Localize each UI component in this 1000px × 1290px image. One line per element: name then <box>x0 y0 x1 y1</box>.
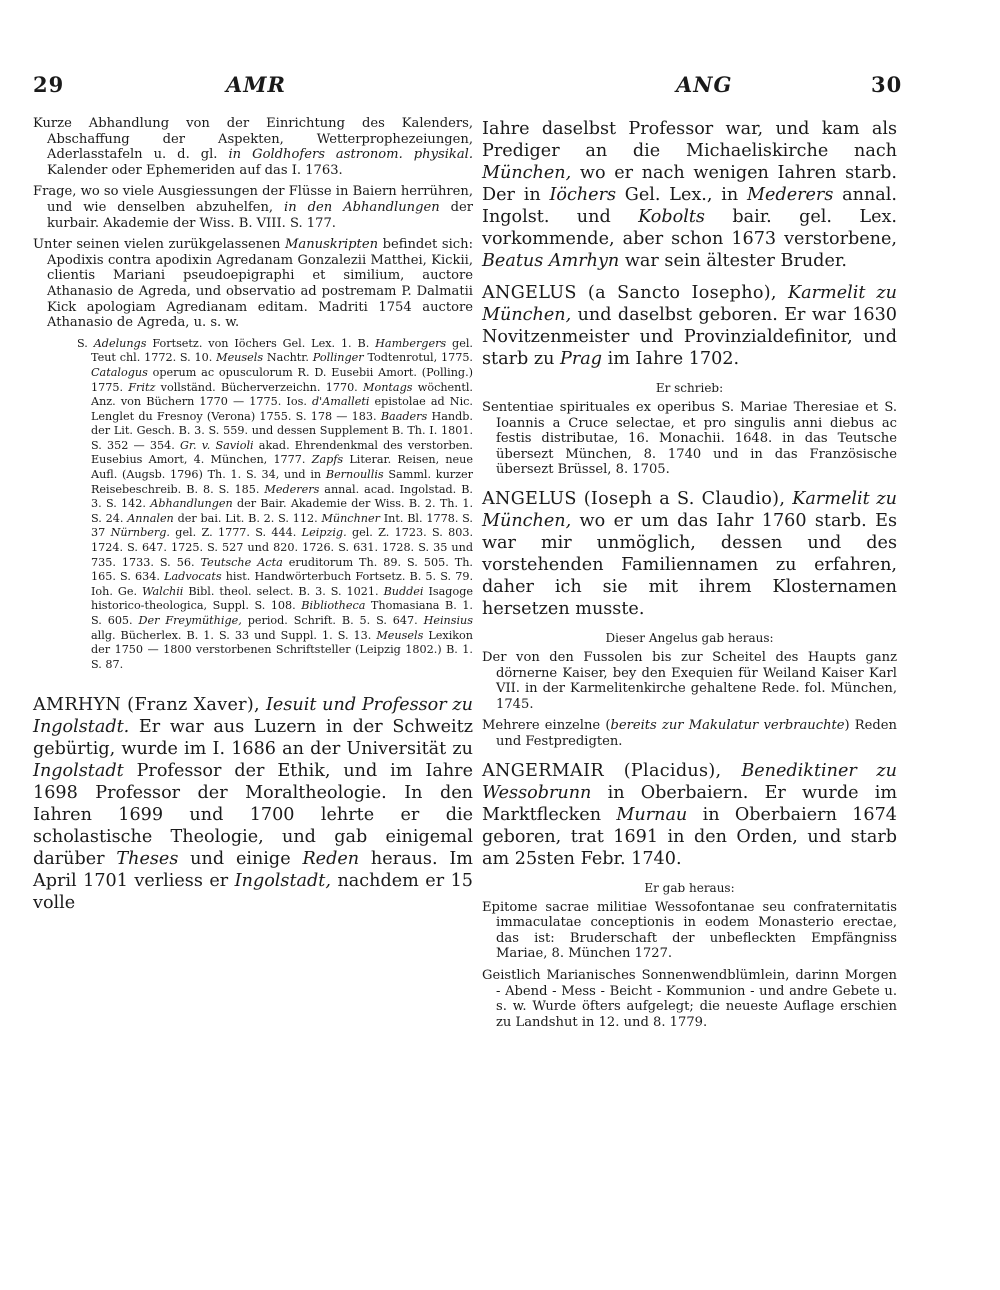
work-entry: Der von den Fussolen bis zur Scheitel des Haupts ganz dörnerne Kaiser, bey den Exequien für Weiland Kaiser Karl VII. in der Karmelitenkirche gehaltene Rede. fol. München, 1745. <box>482 649 897 712</box>
works-label: Er schrieb: <box>655 381 724 395</box>
right-page-number: 30 <box>871 72 903 97</box>
work-entry: Frage, wo so viele Ausgiessungen der Flüsse in Baiern herrühren, und wie denselben abzuhelfen, in den Abhandlungen der kurbair. Akademie der Wiss. B. VIII. S. 177. <box>33 184 473 231</box>
right-column <box>482 116 897 1036</box>
work-entry: Kurze Abhandlung von der Einrichtung des Kalenders, Abschaffung der Aspekten, Wetterprophezeiungen, Aderlasstafeln u. d. gl. in Goldhofers astronom. physikal. Kalender oder Ephemeriden auf das I. 1763. <box>33 116 473 178</box>
angermair-entry: ANGERMAIR (Placidus), Benediktiner zu Wessobrunn in Oberbaiern. Er wurde im Marktflecken Murnau in Oberbaiern 1674 geboren, trat 1691 in den Orden, und starb am 25sten Febr. 1740. <box>482 760 898 869</box>
left-column <box>33 116 473 923</box>
works-label: Er gab heraus: <box>644 880 735 895</box>
amrhyn-continuation: Iahre daselbst Professor war, und kam als Prediger an die Michaeliskirche nach München, wo er nach wenigen Iahren starb. Der in Iöchers Gel. Lex., in Mederers annal. Ingolst. und Kobolts bair. gel. Lex. vorkommende, aber schon 1673 verstorbene, Beatus Amrhyn war sein ältester Bruder. <box>482 119 898 271</box>
work-entry: Mehrere einzelne (bereits zur Makulatur verbrauchte) Reden und Festpredigten. <box>482 718 897 749</box>
work-entry: Epitome sacrae militiae Wessofontanae seu confraternitatis immaculatae conceptionis in eodem Monasterio erectae, das ist: Bruderschaft der unbefleckten Empfängniss Mariae, 8. München 1727. <box>482 899 897 962</box>
left-running-head: AMR <box>226 72 286 97</box>
work-entry: Sententiae spirituales ex operibus S. Mariae Theresiae et S. Ioannis a Cruce selectae, et pro singulis anni diebus ac festis distributae, 16. Monachii. 1648. in das Teutsche übersezt München, 8. 1740 und in das Französische übersezt Brüssel, 8. 1705. <box>482 400 897 478</box>
right-running-head: ANG <box>676 72 733 97</box>
works-label: Dieser Angelus gab heraus: <box>605 630 774 645</box>
amrhyn-entry: AMRHYN (Franz Xaver), Iesuit und Professor zu Ingolstadt. Er war aus Luzern in der Schweitz gebürtig, wurde im I. 1686 an der Universität zu Ingolstadt Professor der Ethik, und im Iahre 1698 Professor der Moraltheologie. In den Iahren 1699 und 1700 lehrte er die scholastische Theologie, und gab einigemal darüber Theses und einige Reden heraus. Im April 1701 verliess er Ingolstadt, nachdem er 15 volle <box>33 695 473 914</box>
angelus-sancto-iosepho-entry: ANGELUS (a Sancto Iosepho), Karmelit zu München, und daselbst geboren. Er war 1630 Novitzenmeister und Provinzialdefinitor, und starb zu Prag im Iahre 1702. <box>482 283 897 369</box>
left-page-number: 29 <box>33 72 65 97</box>
angelus-claudio-entry: ANGELUS (Ioseph a S. Claudio), Karmelit zu München, wo er um das Iahr 1760 starb. Es war mir unmöglich, dessen und des vorstehenden Familiennamen zu erfahren, daher ich sie mit ihrem Klosternamen hersetzen musste. <box>482 488 898 619</box>
work-entry: Geistlich Marianisches Sonnenwendblümlein, darinn Morgen - Abend - Mess - Beicht - Kommunion - und andre Gebete u. s. w. Wurde öfters aufgelegt; die neueste Auflage erschien zu Landshut in 12. und 8. 1779. <box>482 967 897 1030</box>
work-entry: Unter seinen vielen zurükgelassenen Manuskripten befindet sich: Apodixis contra apodixin Agredanam Gonzalezii Matthei, Kickii, clientis Mariani pseudoepigraphi et similium, auctore Athanasio de Agreda, und observatio ad postremam P. Dalmatii Kick apologiam Agredianam editam. Madriti 1754 auctore Athanasio de Agreda, u. s. w. <box>33 237 473 331</box>
references-note: S. Adelungs Fortsetz. von Iöchers Gel. Lex. 1. B. Hambergers gel. Teut chl. 1772. S. 10. Meusels Nachtr. Pollinger Todtenrotul, 1775. Catalogus operum ac opusculorum R. D. Eusebii Amort. (Polling.) 1775. Fritz vollständ. Bücherverzeichn. 1770. Montags wöchentl. Anz. von Büchern 1770 — 1775. Ios. d'Amalleti epistolae ad Nic. Lenglet du Fresnoy (Verona) 1755. S. 178 — 183. Baaders Handb. der Lit. Gesch. B. 3. S. 559. und dessen Supplement B. Th. I. 1801. S. 352 — 354. Gr. v. Savioli akad. Ehrendenkmal des verstorben. Eusebius Amort, 4. München, 1777. Zapfs Literar. Reisen, neue Aufl. (Augsb. 1796) Th. 1. S. 34, und in Bernoullis Samml. kurzer Reisebeschreib. B. 8. S. 185. Mederers annal. acad. Ingolstad. B. 3. S. 142. Abhandlungen der Bair. Akademie der Wiss. B. 2. Th. 1. S. 24. Annalen der bai. Lit. B. 2. S. 112. Münchner Int. Bl. 1778. S. 37 Nürnberg. gel. Z. 1777. S. 444. Leipzig. gel. Z. 1723. S. 803. 1724. S. 647. 1725. S. 527 und 820. 1726. S. 631. 1728. S. 35 und 735. 1733. S. 56. Teutsche Acta eruditorum Th. 89. S. 505. Th. 165. S. 634. Ladvocats hist. Handwörterbuch Fortsetz. B. 5. S. 79. Ioh. Ge. Walchii Bibl. theol. select. B. 3. S. 1021. Buddei Isagoge historico-theologica, Suppl. S. 108. Bibliotheca Thomasiana B. 1. S. 605. Der Freymüthige, period. Schrift. B. 5. S. 647. Heinsius allg. Bücherlex. B. 1. S. 33 und Suppl. 1. S. 13. Meusels Lexikon der 1750 — 1800 verstorbenen Schriftsteller (Leipzig 1802.) B. 1. S. 87. <box>77 336 474 671</box>
